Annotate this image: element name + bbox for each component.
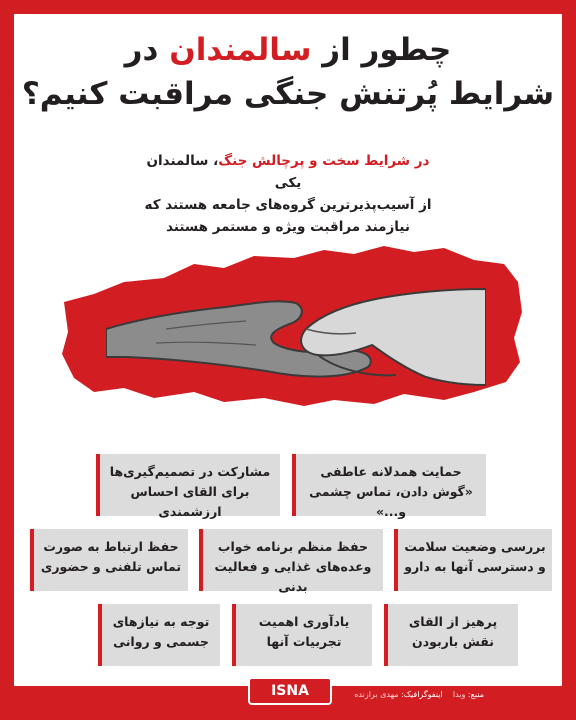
intro-highlight: در شرایط سخت و پرچالش جنگ bbox=[218, 153, 430, 169]
intro-paragraph bbox=[134, 150, 442, 238]
tip-card: حفظ منظم برنامه خواب وعده‌های غذایی و فعالیت بدنی bbox=[199, 529, 383, 591]
intro-line-2: از آسیب‌پذیرترین گروه‌های جامعه هستند که bbox=[144, 197, 432, 213]
isna-logo: ISNA bbox=[248, 677, 332, 705]
headline-text: در bbox=[124, 32, 170, 68]
headline-line-1 bbox=[14, 28, 562, 72]
credit-line: منبع: وبدا اینفوگرافیک: مهدی برازنده bbox=[354, 690, 484, 699]
tip-card: بررسی وضعیت سلامت و دسترسی آنها به دارو bbox=[394, 529, 552, 591]
intro-line-3: نیازمند مراقبت ویژه و مستمر هستند bbox=[166, 219, 410, 235]
tip-card: پرهیز از القای نقش باربودن bbox=[384, 604, 518, 666]
intro-text: ، سالمندان یکی bbox=[146, 153, 302, 191]
tip-card: یادآوری اهمیت تجربیات آنها bbox=[232, 604, 372, 666]
headline-text: چطور از bbox=[311, 32, 452, 68]
headline bbox=[14, 28, 562, 116]
tip-card: حمایت همدلانه عاطفی «گوش دادن، تماس چشمی و...» bbox=[292, 454, 486, 516]
holding-hands-image bbox=[106, 259, 486, 399]
content-panel bbox=[14, 14, 562, 686]
tip-card: مشارکت در تصمیم‌گیری‌ها برای القای احساس ارزشمندی bbox=[96, 454, 280, 516]
tip-card: حفظ ارتباط به صورت تماس تلفنی و حضوری bbox=[30, 529, 188, 591]
headline-line-2: شرایط پُرتنش جنگی مراقبت کنیم؟ bbox=[21, 76, 555, 112]
tip-card: توجه به نیازهای جسمی و روانی bbox=[98, 604, 220, 666]
headline-highlight: سالمندان bbox=[169, 32, 312, 68]
